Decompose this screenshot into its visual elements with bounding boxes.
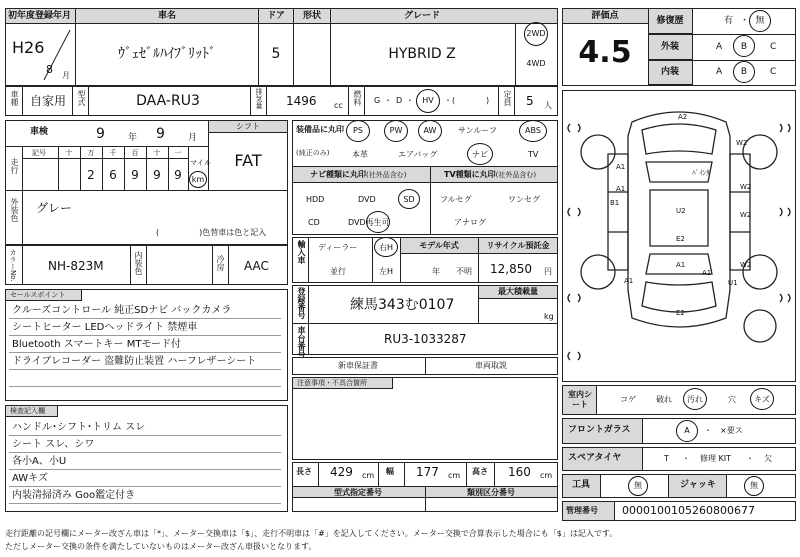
diagram-label: A1 — [616, 185, 626, 193]
glass-label: フロントガラス — [568, 425, 631, 435]
equip-abs: ABS — [525, 126, 541, 135]
glass-replace: ×要ス — [720, 426, 743, 435]
equipment-label-note: (純正のみ) — [296, 149, 330, 157]
diagram-label: A1 — [702, 269, 712, 277]
navi-dvd-play: DVD再生可 — [348, 218, 390, 227]
inspection-month: 9 — [156, 126, 165, 142]
reg-no-label: 登録番号 — [297, 287, 306, 319]
mileage-digit: 6 — [109, 168, 117, 182]
length-value: 429 — [330, 465, 353, 479]
inspector-note-line: 内装清掃済み Goo鑑定付き — [12, 490, 136, 501]
model-year-label: モデル年式 — [419, 241, 459, 250]
repair-label: 修復歴 — [656, 16, 684, 26]
length-label: 長さ — [296, 467, 312, 476]
grade-value: HYBRID Z — [388, 46, 456, 62]
type-no-label: 型式指定番号 — [334, 488, 382, 497]
jack-label: ジャッキ — [680, 480, 716, 490]
inspector-note-line: ハンドル･シフト･トリム スレ — [12, 422, 146, 433]
mileage-digit: 9 — [153, 168, 161, 182]
person-unit: 人 — [544, 101, 552, 110]
diagram-label: A2 — [678, 113, 688, 121]
diagram-label: E2 — [676, 235, 685, 243]
import-right-h: 右H — [378, 243, 394, 252]
tv-oneseg: ワンセグ — [508, 195, 540, 204]
recycle-value: 12,850 — [490, 262, 532, 276]
tv-fullseg: フルセグ — [440, 195, 472, 204]
exterior-grade: B — [740, 42, 748, 52]
notes-label: 注意事項・不具合箇所 — [297, 379, 367, 387]
inspector-note-line: シート スレ、シワ — [12, 439, 95, 450]
control-value: 0000100105260800677 — [622, 504, 755, 517]
displacement-label: 排気量 — [255, 88, 263, 109]
glass-a: A — [684, 426, 690, 435]
navi-cd: CD — [308, 218, 320, 227]
sales-point-line: ドライブレコーダー 盗難防止装置 ハーフレザーシート — [12, 356, 257, 367]
spare-missing: 欠 — [764, 454, 772, 463]
reg-no-value: 練馬343む0107 — [350, 297, 455, 313]
navi-hdd: HDD — [306, 195, 325, 204]
recycle-label: リサイクル預託金 — [486, 241, 550, 250]
spare-kit: 修理 KIT — [700, 454, 732, 463]
score-value: 4.5 — [578, 35, 632, 70]
diagram-label: A1 — [616, 163, 626, 171]
manual-label: 車両取説 — [475, 361, 507, 370]
control-label: 管理番号 — [566, 506, 598, 515]
drive-4wd: 4WD — [526, 59, 546, 68]
height-label: 高さ — [472, 467, 488, 476]
color-no-label: カラーNo. — [9, 249, 17, 282]
capacity-label: 定員 — [503, 90, 512, 106]
width-value: 177 — [416, 465, 439, 479]
car-name: ｳﾞｪｾﾞﾙﾊｲﾌﾞﾘｯﾄﾞ — [118, 46, 216, 62]
door-count: 5 — [271, 46, 281, 62]
kg-unit: kg — [544, 312, 554, 321]
diagram-label: E2 — [676, 309, 685, 317]
tv-header: TV種類に丸印(社外品含む) — [444, 170, 537, 179]
room-hole: 穴 — [728, 395, 736, 404]
exterior-label: 外装 — [660, 42, 680, 52]
repair-yes: 有 — [724, 16, 734, 26]
equip-sunroof: サンルーフ — [458, 126, 497, 135]
navi-dvd: DVD — [358, 195, 376, 204]
notes-frame — [292, 377, 558, 460]
ac-label: 冷房 — [216, 255, 225, 271]
import-label: 輸入車 — [297, 240, 306, 264]
equip-leather: 本革 — [352, 150, 368, 159]
model-year-unknown: 不明 — [456, 267, 472, 276]
usage-label: 車種 — [10, 90, 19, 106]
navi-header: ナビ種類に丸印(社外品含む) — [310, 170, 407, 179]
first-reg-label: 初年度登録年月 — [8, 11, 72, 21]
equip-tv: TV — [528, 150, 539, 159]
import-dealer: ディーラー — [318, 243, 358, 252]
diagram-label: W2 — [740, 183, 752, 191]
chassis-value: RU3-1033287 — [384, 332, 467, 346]
inspection-month-unit: 月 — [188, 133, 198, 143]
mileage-kigo-label: 記号 — [32, 149, 46, 157]
usage-value: 自家用 — [30, 94, 67, 108]
room-dirt: 汚れ — [687, 395, 703, 404]
footer-note-2: ただしメーター交換の条件を満たしていないものはメーター改ざん車扱いとなります。 — [5, 542, 317, 551]
room-burn: コゲ — [620, 395, 636, 404]
import-parallel: 並行 — [330, 267, 346, 276]
fuel-paren-close: ) — [486, 96, 490, 105]
tools-label: 工具 — [572, 480, 591, 490]
mileage-label: 走行 — [10, 158, 19, 174]
cc-unit: cc — [334, 101, 343, 110]
import-left-h: 左H — [378, 267, 394, 276]
interior-label: 内装 — [660, 67, 680, 77]
class-no-label: 類別区分番号 — [467, 488, 515, 497]
width-label: 幅 — [386, 467, 394, 476]
room-tear: 破れ — [656, 395, 672, 404]
fuel-label: 燃料 — [353, 90, 362, 106]
fuel-paren-open: ( — [452, 96, 456, 105]
inspection-label: 車検 — [30, 127, 49, 137]
fuel-hv: HV — [422, 96, 434, 105]
mileage-digit: 9 — [174, 168, 182, 182]
sales-point-line: シートヒーター LEDヘッドライト 禁煙車 — [12, 322, 198, 333]
equip-pw: PW — [389, 126, 403, 135]
diagram-label: U1 — [728, 279, 738, 287]
repaint-note: ( )色替車は色と記入 — [156, 228, 267, 237]
diagram-label: A1 — [624, 277, 634, 285]
footer-note-1: 走行距離の記号欄にメーター改ざん車は「*」、メーター交換車は「$」、走行不明車は「#」を記入してください。メーター交換で合算表示した場合にも「$」は記入です。 — [5, 529, 618, 538]
door-label: ドア — [267, 11, 285, 21]
height-value: 160 — [508, 465, 531, 479]
inspector-note-line: 各小A、小U — [12, 456, 67, 467]
tv-analog: アナログ — [454, 218, 486, 227]
first-reg-year: H26 — [12, 38, 45, 57]
color-value: グレー — [36, 201, 73, 215]
drive-2wd: 2WD — [526, 29, 546, 38]
equip-navi: ナビ — [472, 150, 488, 159]
inspector-notes-label: 検査記入欄 — [10, 407, 45, 415]
diagram-label: B1 — [610, 199, 620, 207]
interior-color-label: 内装色 — [134, 251, 143, 275]
diagram-label: W2 — [736, 139, 748, 147]
sales-point-line: Bluetooth スマートキー MTモード付 — [12, 339, 182, 350]
fuel-d: D — [396, 96, 403, 105]
shift-value: FAT — [234, 151, 262, 170]
displacement-value: 1496 — [286, 94, 317, 108]
score-label: 評価点 — [591, 11, 619, 21]
fuel-g: G — [374, 96, 381, 105]
km-label: km — [191, 175, 205, 184]
diagram-label: ﾊﾞｲﾝﾀ — [692, 169, 710, 177]
spare-label: スペアタイヤ — [568, 453, 622, 463]
tools-value: 無 — [634, 481, 642, 490]
ac-value: AAC — [244, 259, 269, 273]
diagram-label: A1 — [676, 261, 686, 269]
first-reg-month-unit: 月 — [62, 71, 70, 80]
sales-point-line: クルーズコントロール 純正SDナビ バックカメラ — [12, 305, 232, 316]
capacity-value: 5 — [526, 94, 534, 108]
new-warranty-label: 新車保証書 — [338, 361, 378, 370]
interior-grade: B — [740, 67, 748, 77]
model-value: DAA-RU3 — [136, 93, 200, 109]
room-label: 室内シート — [568, 390, 592, 409]
shift-label: シフト — [236, 122, 260, 131]
model-year-unit: 年 — [432, 267, 440, 276]
color-no-value: NH-823M — [48, 259, 104, 273]
spare-t: T — [664, 454, 669, 463]
first-reg-month: 8 — [46, 63, 53, 76]
yen-unit: 円 — [544, 267, 552, 276]
jack-value: 無 — [750, 481, 758, 490]
car-name-label: 車名 — [157, 11, 177, 21]
sales-point-label: セールスポイント — [10, 291, 66, 299]
room-scratch: キズ — [754, 395, 770, 404]
navi-sd: SD — [403, 195, 415, 204]
diagram-label: W2 — [740, 261, 752, 269]
color-label: 外装色 — [10, 198, 19, 222]
equip-ps: PS — [353, 126, 363, 135]
diagram-label: W2 — [740, 211, 752, 219]
max-load-label: 最大積載量 — [498, 287, 538, 296]
diagram-label: U2 — [676, 207, 686, 215]
inspection-year: 9 — [96, 126, 105, 142]
inspector-note-line: AWキズ — [12, 473, 48, 484]
mile-label: マイル — [190, 159, 211, 167]
mileage-digit: 2 — [87, 168, 95, 182]
mileage-digit: 9 — [131, 168, 139, 182]
grade-label: グレード — [403, 11, 441, 21]
equip-airbag: エアバッグ — [398, 150, 438, 159]
model-label: 型式 — [77, 90, 86, 106]
inspection-year-unit: 年 — [128, 133, 138, 143]
shape-label: 形状 — [302, 11, 322, 21]
equip-aw: AW — [423, 126, 437, 135]
repair-no: 無 — [755, 16, 765, 26]
chassis-label: 車台番号 — [297, 326, 306, 358]
equipment-label-1: 装備品に丸印 — [296, 125, 344, 134]
